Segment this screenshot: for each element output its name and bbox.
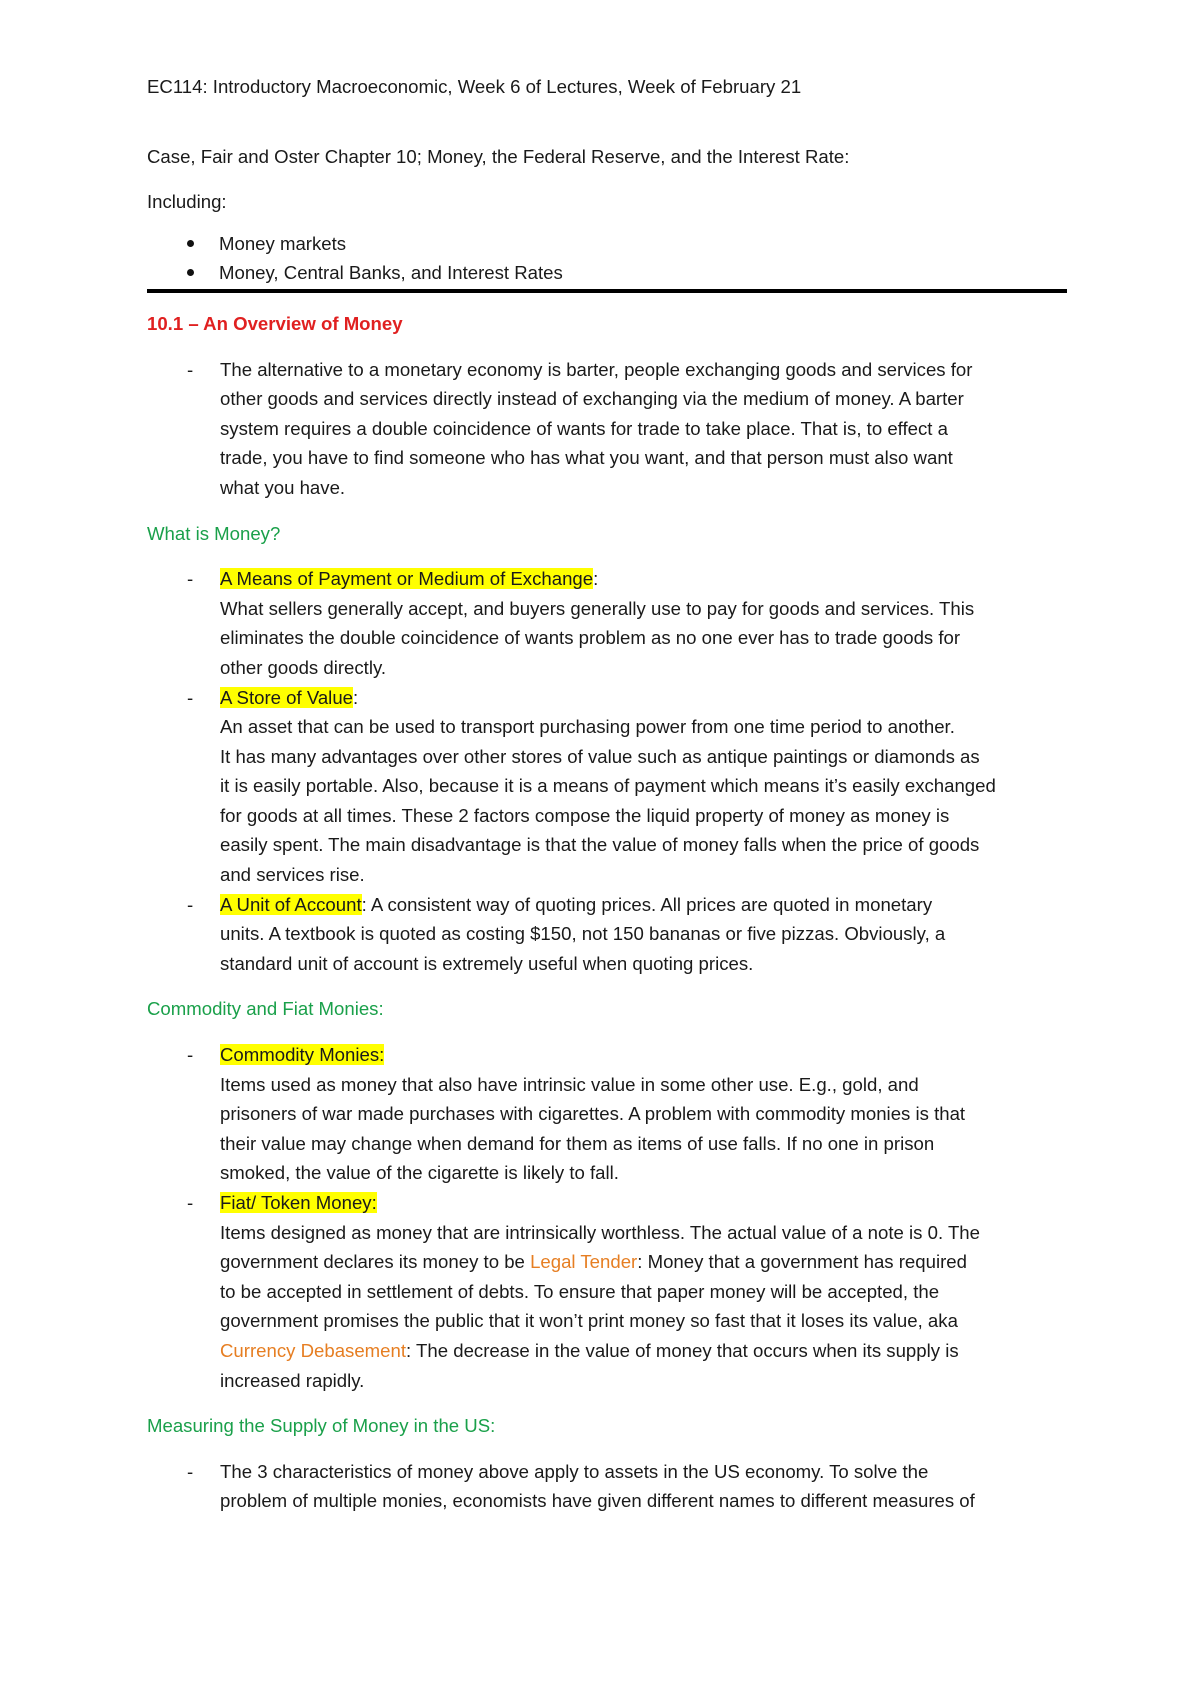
dash-bullet: - <box>187 1192 194 1213</box>
term-line <box>220 1040 1067 1070</box>
list-item <box>147 229 1067 259</box>
paragraph-line: their value may change when demand for them as items of use falls. If no one in prison <box>220 1132 935 1154</box>
list-item <box>147 258 1067 288</box>
barter-paragraph <box>147 355 1067 503</box>
paragraph-line <box>220 1336 1067 1366</box>
list-item-label: Money markets <box>219 232 347 254</box>
line-text: : The decrease in the value of money that occurs when its supply is <box>406 1339 959 1361</box>
line-text: : Money that a government has required <box>637 1251 967 1273</box>
topic-list <box>147 229 1067 288</box>
chapter-source: Case, Fair and Oster Chapter 10; Money, the Federal Reserve, and the Interest Rate: <box>147 145 850 167</box>
paragraph-line: other goods and services directly instead of exchanging via the medium of money. A barter <box>220 388 964 410</box>
unit-of-account-item <box>147 890 1067 979</box>
store-of-value-item <box>147 683 1067 890</box>
dash-bullet: - <box>187 1460 194 1482</box>
paragraph-line <box>220 1247 1067 1277</box>
paragraph-line: eliminates the double coincidence of wants problem as no one ever has to trade goods for <box>220 627 961 649</box>
paragraph-line: prisoners of war made purchases with cigarettes. A problem with commodity monies is that <box>220 1103 966 1125</box>
bullet-icon <box>187 269 194 276</box>
subheading-commodity-fiat: Commodity and Fiat Monies: <box>147 998 384 1020</box>
currency-debasement-term: Currency Debasement <box>220 1339 407 1361</box>
dash-bullet: - <box>187 893 194 915</box>
term-line <box>220 1188 1067 1218</box>
paragraph-line: standard unit of account is extremely useful when quoting prices. <box>220 952 754 974</box>
paragraph-line: What sellers generally accept, and buyers generally use to pay for goods and services. This <box>220 597 975 619</box>
paragraph-line: it is easily portable. Also, because it is a means of payment which means it’s easily exchanged <box>220 775 996 797</box>
dash-bullet: - <box>187 686 194 708</box>
paragraph-line: trade, you have to find someone who has what you want, and that person must also want <box>220 447 953 469</box>
dash-bullet: - <box>187 1044 194 1066</box>
paragraph-line: smoked, the value of the cigarette is likely to fall. <box>220 1162 619 1184</box>
term-description: : A consistent way of quoting prices. All prices are quoted in monetary <box>361 893 933 915</box>
highlighted-term: A Means of Payment or Medium of Exchange <box>220 568 594 590</box>
document-page <box>147 72 1067 1516</box>
term-line <box>220 890 1067 920</box>
subheading-what-is-money: What is Money? <box>147 522 281 544</box>
paragraph-line: The 3 characteristics of money above apply to assets in the US economy. To solve the <box>220 1460 929 1482</box>
dash-bullet: - <box>187 568 194 590</box>
term-line <box>220 683 1067 713</box>
paragraph-line: problem of multiple monies, economists have given different names to different measures of <box>220 1490 975 1512</box>
document-header: EC114: Introductory Macroeconomic, Week 6 of Lectures, Week of February 21 <box>147 76 802 97</box>
list-item-label: Money, Central Banks, and Interest Rates <box>219 262 563 284</box>
section-title: 10.1 – An Overview of Money <box>147 312 403 334</box>
including-label: Including: <box>147 191 227 213</box>
paragraph-line: units. A textbook is quoted as costing $150, not 150 bananas or five pizzas. Obviously, a <box>220 923 946 945</box>
paragraph-line: government promises the public that it won’t print money so fast that it loses its value, aka <box>220 1310 958 1332</box>
term-colon: : <box>593 568 599 590</box>
highlighted-term: A Unit of Account <box>220 893 362 915</box>
paragraph-line: other goods directly. <box>220 656 387 678</box>
means-of-payment-item <box>147 564 1067 682</box>
highlighted-term: A Store of Value <box>220 686 353 708</box>
paragraph-line: Items used as money that also have intrinsic value in some other use. E.g., gold, and <box>220 1073 919 1095</box>
dash-bullet: - <box>187 358 194 380</box>
paragraph-line: for goods at all times. These 2 factors compose the liquid property of money as money is <box>220 804 950 826</box>
horizontal-divider <box>147 289 1067 293</box>
paragraph-line: It has many advantages over other stores of value such as antique paintings or diamonds as <box>220 745 980 767</box>
paragraph-line: to be accepted in settlement of debts. To ensure that paper money will be accepted, the <box>220 1280 940 1302</box>
paragraph-line: system requires a double coincidence of wants for trade to take place. That is, to effect a <box>220 417 948 439</box>
subheading-measuring-supply: Measuring the Supply of Money in the US: <box>147 1415 496 1437</box>
highlighted-term: Fiat/ Token Money: <box>220 1192 377 1213</box>
term-line <box>220 564 1067 594</box>
paragraph-line: what you have. <box>220 476 346 498</box>
term-colon: : <box>353 686 359 708</box>
paragraph-line: and services rise. <box>220 864 365 886</box>
fiat-money-item <box>147 1188 1067 1395</box>
legal-tender-term: Legal Tender <box>530 1251 638 1273</box>
line-text: government declares its money to be <box>220 1251 531 1273</box>
paragraph-line: An asset that can be used to transport purchasing power from one time period to another. <box>220 716 955 738</box>
paragraph-line: The alternative to a monetary economy is barter, people exchanging goods and services for <box>220 358 973 380</box>
highlighted-term: Commodity Monies: <box>220 1044 385 1066</box>
measuring-item <box>147 1457 1067 1516</box>
paragraph-line: easily spent. The main disadvantage is that the value of money falls when the price of goods <box>220 834 980 856</box>
paragraph-line: increased rapidly. <box>220 1369 365 1391</box>
bullet-icon <box>187 240 194 247</box>
paragraph-line: Items designed as money that are intrinsically worthless. The actual value of a note is 0. The <box>220 1221 980 1243</box>
commodity-monies-item <box>147 1040 1067 1188</box>
